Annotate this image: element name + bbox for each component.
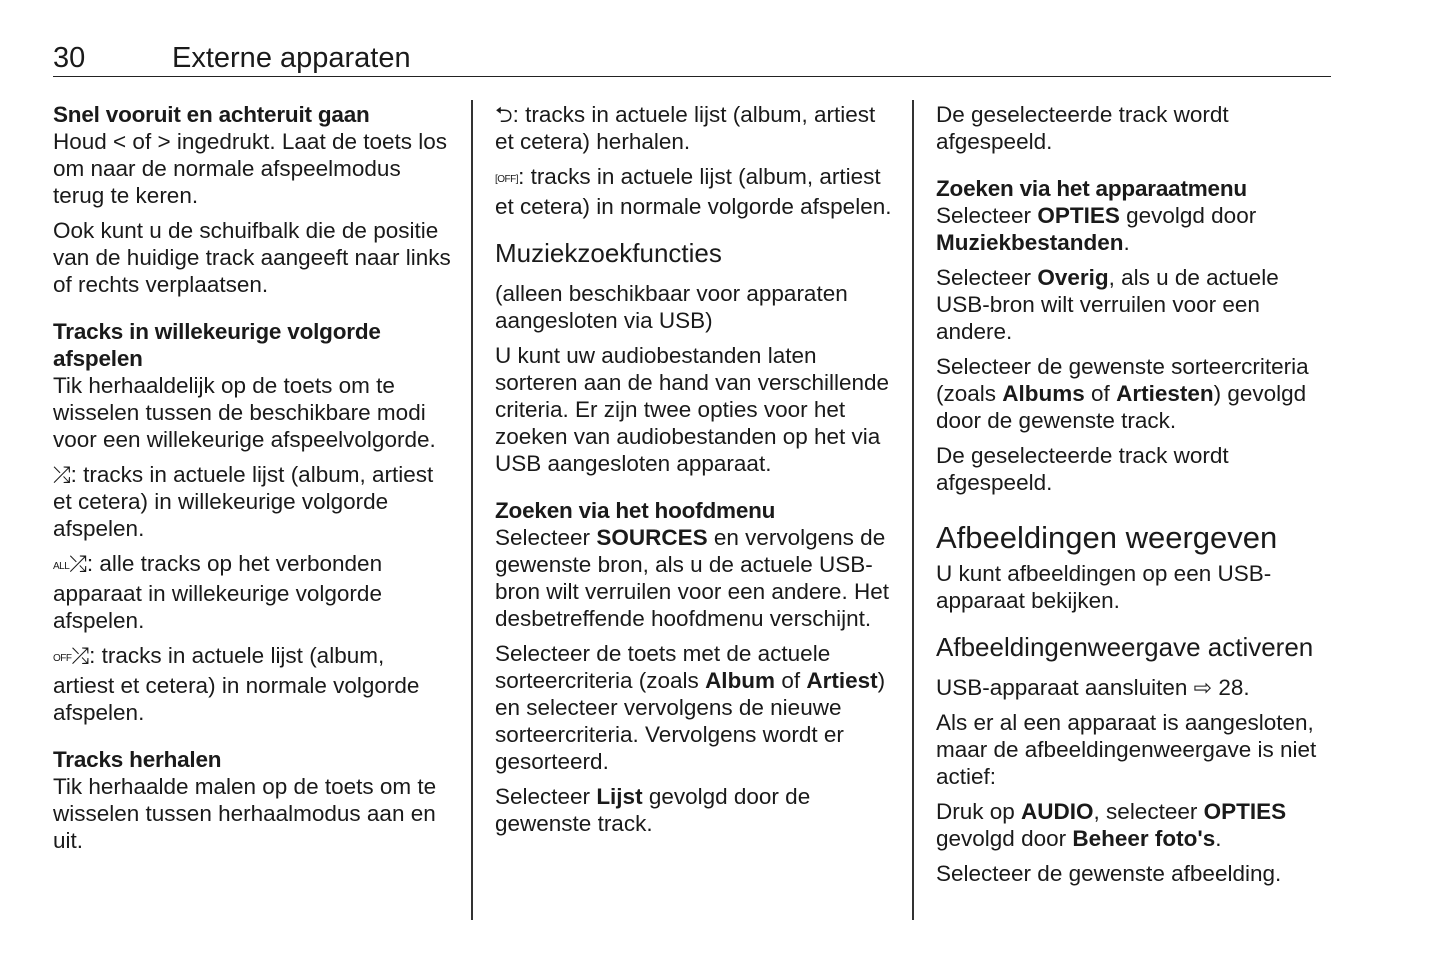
bold-term: Artiest bbox=[806, 668, 878, 693]
subheading bbox=[495, 497, 893, 524]
paragraph bbox=[936, 674, 1334, 701]
text: : tracks in actuele lijst (album, artiest et cetera) herhalen. bbox=[495, 102, 876, 154]
text: , als u de actuele USB-bron wilt verruilen voor een andere. bbox=[936, 265, 1279, 344]
text: : alle tracks op het verbonden apparaat in willekeurige volgorde afspelen. bbox=[53, 551, 383, 633]
text: De geselecteerde track wordt afgespeeld. bbox=[936, 102, 1229, 154]
bold-term: Artiesten bbox=[1116, 381, 1214, 406]
column-divider bbox=[471, 100, 473, 920]
text: . bbox=[1215, 826, 1222, 851]
paragraph bbox=[936, 202, 1334, 256]
text: , selecteer bbox=[1093, 799, 1204, 824]
text: of bbox=[775, 668, 807, 693]
text: U kunt afbeeldingen op een USB-apparaat bekijken. bbox=[936, 561, 1272, 613]
text: De geselecteerde track wordt afgespeeld. bbox=[936, 443, 1229, 495]
text: Selecteer de gewenste afbeelding. bbox=[936, 861, 1282, 886]
bold-term: AUDIO bbox=[1021, 799, 1094, 824]
text: Selecteer bbox=[495, 525, 597, 550]
text: Houd < of > ingedrukt. Laat de toets los om naar de normale afspeelmodus terug te keren. bbox=[53, 129, 448, 208]
bold-term: Albums bbox=[1002, 381, 1085, 406]
column-3 bbox=[936, 101, 1334, 895]
bold-term: SOURCES bbox=[596, 525, 708, 550]
paragraph bbox=[53, 217, 451, 298]
bold-term: Album bbox=[705, 668, 776, 693]
text: Afbeeldingenweergave activeren bbox=[936, 632, 1314, 662]
paragraph bbox=[495, 640, 893, 775]
column-2 bbox=[495, 101, 893, 845]
page-number: 30 bbox=[53, 42, 86, 74]
text: Tracks in willekeurige volgorde afspelen bbox=[53, 319, 381, 371]
paragraph bbox=[53, 773, 451, 854]
text: (alleen beschikbaar voor apparaten aangesloten via USB) bbox=[495, 281, 848, 333]
bold-term: OPTIES bbox=[1037, 203, 1120, 228]
bold-term: Muziekbestanden bbox=[936, 230, 1124, 255]
paragraph bbox=[495, 783, 893, 837]
page-header bbox=[53, 40, 1331, 77]
repeat-off-icon: [OFF] bbox=[495, 174, 519, 185]
paragraph bbox=[936, 101, 1334, 155]
text: Afbeeldingen weergeven bbox=[936, 520, 1278, 555]
text: Selecteer de toets met de actuele sorteercriteria (zoals bbox=[495, 641, 831, 693]
subheading bbox=[53, 318, 451, 372]
shuffle-off-icon: OFF⤮ bbox=[53, 643, 90, 668]
text: : tracks in actuele lijst (album, artiest et cetera) in normale volgorde afspelen. bbox=[495, 164, 892, 219]
text: ) gevolgd door de gewenste track. bbox=[936, 381, 1307, 433]
subheading bbox=[53, 101, 451, 128]
text: Selecteer de gewenste sorteercriteria (zoals bbox=[936, 354, 1309, 406]
bold-term: Beheer foto's bbox=[1072, 826, 1216, 851]
text: of bbox=[1084, 381, 1117, 406]
text: Selecteer bbox=[495, 784, 597, 809]
text: Als er al een apparaat is aangesloten, maar de afbeeldingenweergave is niet actief: bbox=[936, 710, 1317, 789]
text: 28. bbox=[1212, 675, 1250, 700]
paragraph bbox=[53, 642, 451, 726]
paragraph bbox=[936, 264, 1334, 345]
bold-term: OPTIES bbox=[1203, 799, 1287, 824]
paragraph bbox=[936, 798, 1334, 852]
column-divider bbox=[912, 100, 914, 920]
text: Zoeken via het apparaatmenu bbox=[936, 176, 1247, 201]
chapter-heading bbox=[936, 520, 1334, 556]
text: Ook kunt u de schuifbalk die de positie van de huidige track aangeeft naar links of rechts verplaatsen. bbox=[53, 218, 451, 297]
subheading bbox=[936, 175, 1334, 202]
page-reference-arrow-icon: ⇨ bbox=[1193, 675, 1213, 700]
text: Zoeken via het hoofdmenu bbox=[495, 498, 776, 523]
section-heading bbox=[495, 238, 893, 268]
shuffle-all-icon: ALL⤮ bbox=[53, 551, 87, 576]
text: en vervolgens de gewenste bron, als u de actuele USB-bron wilt verruilen voor een andere. Het desbetreffende hoofdmenu verschijnt. bbox=[495, 525, 889, 631]
paragraph bbox=[495, 101, 893, 155]
text: . bbox=[1123, 230, 1130, 255]
text: gevolgd door bbox=[936, 826, 1073, 851]
subheading bbox=[53, 746, 451, 773]
paragraph bbox=[53, 372, 451, 453]
paragraph bbox=[495, 342, 893, 477]
paragraph bbox=[495, 163, 893, 220]
paragraph bbox=[53, 128, 451, 209]
text: : tracks in actuele lijst (album, artiest et cetera) in willekeurige volgorde afspelen. bbox=[53, 462, 434, 541]
paragraph bbox=[53, 461, 451, 542]
paragraph bbox=[936, 709, 1334, 790]
bold-term: Overig bbox=[1037, 265, 1109, 290]
text: ) en selecteer vervolgens de nieuwe sorteercriteria. Vervolgens wordt er gesorteerd. bbox=[495, 668, 886, 774]
paragraph bbox=[936, 442, 1334, 496]
text: gevolgd door de gewenste track. bbox=[495, 784, 811, 836]
paragraph bbox=[936, 860, 1334, 887]
paragraph bbox=[53, 550, 451, 634]
text: Tik herhaaldelijk op de toets om te wisselen tussen de beschikbare modi voor een willekeurige afspeelvolgorde. bbox=[53, 373, 436, 452]
text: Tik herhaalde malen op de toets om te wisselen tussen herhaalmodus aan en uit. bbox=[53, 774, 437, 853]
repeat-icon: ⮌ bbox=[495, 102, 513, 127]
column-1 bbox=[53, 101, 451, 862]
bold-term: Lijst bbox=[596, 784, 643, 809]
text: Druk op bbox=[936, 799, 1022, 824]
text: Tracks herhalen bbox=[53, 747, 222, 772]
page-title: Externe apparaten bbox=[172, 42, 411, 74]
text: Selecteer bbox=[936, 265, 1038, 290]
text: Muziekzoekfuncties bbox=[495, 238, 722, 268]
text: U kunt uw audiobestanden laten sorteren aan de hand van verschillende criteria. Er zijn twee opties voor het zoeken van audiobestanden op het via USB aangesloten apparaat. bbox=[495, 343, 890, 476]
paragraph bbox=[936, 353, 1334, 434]
text: Snel vooruit en achteruit gaan bbox=[53, 102, 370, 127]
paragraph bbox=[495, 524, 893, 632]
text: USB-apparaat aansluiten bbox=[936, 675, 1194, 700]
section-heading bbox=[936, 632, 1334, 662]
text: Selecteer bbox=[936, 203, 1038, 228]
text: : tracks in actuele lijst (album, artiest et cetera) in normale volgorde afspelen. bbox=[53, 643, 420, 725]
paragraph bbox=[495, 280, 893, 334]
text: gevolgd door bbox=[1119, 203, 1257, 228]
shuffle-icon: ⤮ bbox=[53, 462, 71, 487]
paragraph bbox=[936, 560, 1334, 614]
